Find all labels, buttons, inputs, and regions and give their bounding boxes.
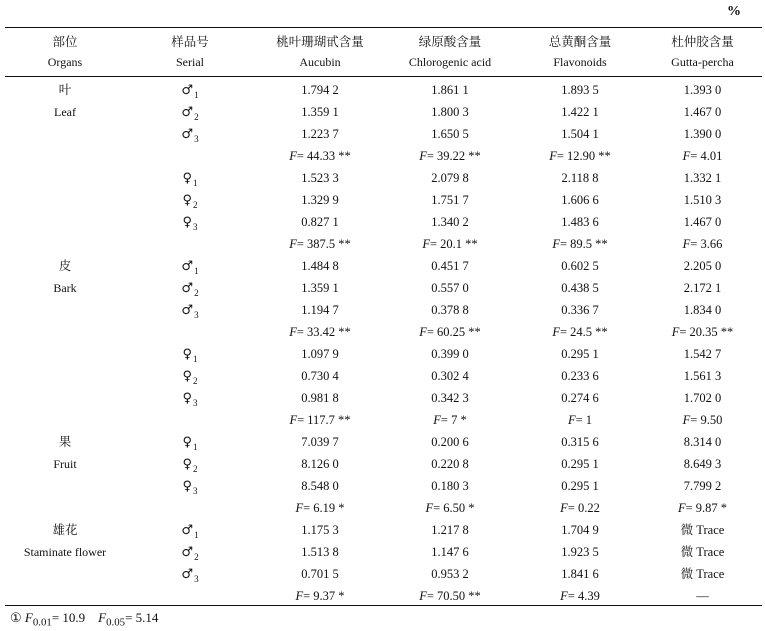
- value-cell: 1.523 3: [301, 171, 339, 185]
- value-cell: 1.504 1: [561, 127, 599, 141]
- male-symbol-icon: ♂: [181, 105, 194, 120]
- value-cell: 8.649 3: [683, 457, 722, 471]
- serial-cell: [125, 79, 255, 101]
- value-cell: 1.484 8: [301, 259, 339, 273]
- serial-cell: [125, 189, 255, 211]
- f-value-cell: F= 0.22: [560, 501, 600, 515]
- organ-staminate-flower: 雄花 Staminate flower: [23, 522, 107, 559]
- unit-label: %: [727, 4, 741, 19]
- male-symbol-icon: ♂: [181, 523, 194, 538]
- value-cell: 1.359 1: [301, 281, 339, 295]
- table-row: [0, 211, 765, 233]
- header-organs: 部位 Organs: [47, 34, 83, 69]
- value-cell: 1.332 1: [683, 171, 722, 185]
- male-symbol-icon: ♂: [181, 83, 194, 98]
- f-value-cell: F= 9.87 *: [677, 501, 728, 515]
- value-cell: 1.861 1: [431, 83, 469, 97]
- female-symbol-icon: ♀: [182, 193, 193, 208]
- serial-number: 1: [193, 354, 198, 364]
- value-cell: 0.701 5: [301, 567, 339, 581]
- serial-cell: [125, 123, 255, 145]
- serial-cell: [125, 519, 255, 541]
- serial-cell: [125, 365, 255, 387]
- value-cell: 1.467 0: [683, 215, 722, 229]
- f-value-cell: F= 117.7 **: [289, 413, 351, 427]
- value-cell: 0.180 3: [431, 479, 469, 493]
- value-cell: 1.393 0: [683, 83, 722, 97]
- value-cell: 1.422 1: [561, 105, 599, 119]
- serial-cell: [125, 167, 255, 189]
- value-cell: 0.295 1: [561, 479, 599, 493]
- value-cell: 0.200 6: [431, 435, 469, 449]
- f-value-cell: F= 6.50 *: [425, 501, 475, 515]
- value-cell: 1.513 8: [301, 545, 339, 559]
- table-row: [0, 123, 765, 145]
- male-symbol-icon: ♂: [181, 127, 194, 142]
- value-cell: 1.467 0: [683, 105, 722, 119]
- serial-number: 2: [194, 112, 199, 122]
- serial-number: 3: [193, 398, 198, 408]
- serial-cell: [125, 475, 255, 497]
- header-serial: 样品号 Serial: [171, 34, 209, 69]
- value-cell: 1.483 6: [561, 215, 599, 229]
- header-gutta-percha: 杜仲胶含量 Gutta-percha: [671, 34, 734, 69]
- serial-number: 2: [194, 552, 199, 562]
- value-cell: 2.118 8: [561, 171, 599, 185]
- table-row: [0, 255, 765, 277]
- value-cell: 0.602 5: [561, 259, 599, 273]
- female-symbol-icon: ♀: [182, 435, 193, 450]
- f-value-cell: F= 9.37 *: [295, 589, 345, 603]
- header-rule: [5, 76, 762, 77]
- serial-cell: [125, 563, 255, 585]
- value-cell: 0.730 4: [301, 369, 339, 383]
- female-symbol-icon: ♀: [182, 479, 193, 494]
- value-cell: 1.340 2: [431, 215, 469, 229]
- value-cell: 1.606 6: [561, 193, 599, 207]
- value-cell: 0.981 8: [301, 391, 339, 405]
- serial-number: 2: [194, 288, 199, 298]
- footnote: ① $F_{0.01}= 10.9$ $F_{0.05}= 5.14$: [10, 610, 159, 629]
- f-value-cell: F= 33.42 **: [289, 325, 351, 339]
- value-cell: 1.561 3: [683, 369, 722, 383]
- organ-leaf: 叶 Leaf: [54, 82, 76, 119]
- organ-bark: 皮 Bark: [53, 258, 77, 295]
- value-cell: 0.220 8: [431, 457, 469, 471]
- table-row: [0, 365, 765, 387]
- value-cell: 微 Trace: [680, 523, 725, 537]
- serial-number: 3: [194, 134, 199, 144]
- organ-fruit: 果 Fruit: [53, 434, 77, 471]
- serial-cell: [125, 101, 255, 123]
- serial-number: 2: [193, 200, 198, 210]
- value-cell: 2.205 0: [683, 259, 722, 273]
- serial-cell: [125, 387, 255, 409]
- header-chlorogenic-acid: 绿原酸含量 Chlorogenic acid: [408, 34, 492, 69]
- f-value-cell: F= 4.39: [560, 589, 600, 603]
- male-symbol-icon: ♂: [181, 567, 194, 582]
- female-symbol-icon: ♀: [182, 215, 193, 230]
- value-cell: 1.390 0: [683, 127, 722, 141]
- value-cell: 8.548 0: [301, 479, 339, 493]
- top-rule: [5, 27, 762, 28]
- serial-number: 3: [193, 222, 198, 232]
- f-value-cell: F= 387.5 **: [289, 237, 351, 251]
- table-row: [0, 167, 765, 189]
- female-symbol-icon: ♀: [182, 369, 193, 384]
- f-value-cell: F= 60.25 **: [419, 325, 481, 339]
- f-test-row: [0, 585, 765, 607]
- serial-number: 1: [193, 442, 198, 452]
- female-symbol-icon: ♀: [182, 171, 193, 186]
- value-cell: 1.223 7: [301, 127, 339, 141]
- table-row: [0, 541, 765, 563]
- table-row: [0, 343, 765, 365]
- serial-number: 3: [194, 574, 199, 584]
- f-value-cell: F= 1: [567, 413, 593, 427]
- value-cell: 0.233 6: [561, 369, 599, 383]
- serial-number: 1: [194, 266, 199, 276]
- value-cell: 1.329 9: [301, 193, 339, 207]
- header-aucubin: 桃叶珊瑚甙含量 Aucubin: [276, 34, 364, 69]
- value-cell: 1.841 6: [561, 567, 599, 581]
- value-cell: 0.342 3: [431, 391, 469, 405]
- f-test-row: [0, 409, 765, 431]
- value-cell: 微 Trace: [680, 545, 725, 559]
- value-cell: 1.194 7: [301, 303, 339, 317]
- male-symbol-icon: ♂: [181, 281, 194, 296]
- f-value-cell: F= 3.66: [682, 237, 723, 251]
- value-cell: 0.953 2: [431, 567, 469, 581]
- value-cell: 1.147 6: [431, 545, 469, 559]
- value-cell: 0.336 7: [561, 303, 599, 317]
- table-row: [0, 277, 765, 299]
- value-cell: 8.126 0: [301, 457, 339, 471]
- table-row: [0, 79, 765, 101]
- f-test-row: [0, 321, 765, 343]
- value-cell: 1.800 3: [431, 105, 469, 119]
- f-value-cell: F= 9.50: [682, 413, 723, 427]
- f-value-cell: F= 12.90 **: [549, 149, 611, 163]
- table-row: [0, 453, 765, 475]
- male-symbol-icon: ♂: [181, 303, 194, 318]
- value-cell: 0.557 0: [431, 281, 469, 295]
- f-value-cell: F= 89.5 **: [552, 237, 608, 251]
- male-symbol-icon: ♂: [181, 545, 194, 560]
- serial-number: 1: [194, 90, 199, 100]
- value-cell: 1.751 7: [431, 193, 469, 207]
- value-cell: 0.378 8: [431, 303, 469, 317]
- value-cell: 2.172 1: [683, 281, 722, 295]
- table-row: [0, 431, 765, 453]
- value-cell: 1.097 9: [301, 347, 339, 361]
- serial-cell: [125, 211, 255, 233]
- table-row: [0, 101, 765, 123]
- serial-cell: [125, 541, 255, 563]
- f-value-cell: F= 7 *: [433, 413, 467, 427]
- value-cell: 1.834 0: [683, 303, 722, 317]
- serial-cell: [125, 255, 255, 277]
- serial-cell: [125, 431, 255, 453]
- serial-number: 3: [194, 310, 199, 320]
- table-row: [0, 387, 765, 409]
- serial-number: 2: [193, 376, 198, 386]
- value-cell: 0.315 6: [561, 435, 599, 449]
- value-cell: 0.827 1: [301, 215, 339, 229]
- header-flavonoids: 总黄酮含量 Flavonoids: [548, 34, 612, 69]
- value-cell: 8.314 0: [683, 435, 722, 449]
- value-cell: 0.295 1: [561, 347, 599, 361]
- male-symbol-icon: ♂: [181, 259, 194, 274]
- table-row: [0, 519, 765, 541]
- f-test-row: [0, 233, 765, 255]
- f-test-row: [0, 145, 765, 167]
- table-row: [0, 299, 765, 321]
- value-cell: 2.079 8: [431, 171, 469, 185]
- f-test-row: [0, 497, 765, 519]
- value-cell: 1.175 3: [301, 523, 339, 537]
- f-value-cell: F= 24.5 **: [552, 325, 608, 339]
- serial-number: 1: [193, 178, 198, 188]
- value-cell: 1.893 5: [561, 83, 599, 97]
- value-cell: 1.359 1: [301, 105, 339, 119]
- value-cell: 1.510 3: [683, 193, 722, 207]
- f-value-cell: F= 20.35 **: [671, 325, 734, 339]
- f-value-cell: F= 6.19 *: [295, 501, 345, 515]
- serial-cell: [125, 453, 255, 475]
- serial-cell: [125, 277, 255, 299]
- value-cell: 7.039 7: [301, 435, 339, 449]
- serial-number: 1: [194, 530, 199, 540]
- serial-cell: [125, 299, 255, 321]
- value-cell: 1.542 7: [683, 347, 722, 361]
- serial-number: 3: [193, 486, 198, 496]
- value-cell: 0.274 6: [561, 391, 599, 405]
- value-cell: 1.650 5: [431, 127, 469, 141]
- female-symbol-icon: ♀: [182, 391, 193, 406]
- table-row: [0, 475, 765, 497]
- value-cell: 1.702 0: [683, 391, 722, 405]
- table-row: [0, 563, 765, 585]
- value-cell: 0.302 4: [431, 369, 469, 383]
- female-symbol-icon: ♀: [182, 347, 193, 362]
- table-row: [0, 189, 765, 211]
- f-value-cell: F= 44.33 **: [289, 149, 351, 163]
- value-cell: 0.451 7: [431, 259, 469, 273]
- serial-number: 2: [193, 464, 198, 474]
- value-cell: 1.704 9: [561, 523, 599, 537]
- value-cell: 1.217 8: [431, 523, 469, 537]
- value-cell: 1.923 5: [561, 545, 599, 559]
- value-cell: 0.438 5: [561, 281, 599, 295]
- value-cell: 微 Trace: [680, 567, 725, 581]
- f-value-cell: F= 4.01: [682, 149, 723, 163]
- f-value-cell: —: [696, 589, 709, 603]
- value-cell: 1.794 2: [301, 83, 339, 97]
- serial-cell: [125, 343, 255, 365]
- f-value-cell: F= 20.1 **: [422, 237, 478, 251]
- value-cell: 7.799 2: [683, 479, 722, 493]
- f-value-cell: F= 70.50 **: [419, 589, 481, 603]
- value-cell: 0.399 0: [431, 347, 469, 361]
- female-symbol-icon: ♀: [182, 457, 193, 472]
- value-cell: 0.295 1: [561, 457, 599, 471]
- f-value-cell: F= 39.22 **: [419, 149, 481, 163]
